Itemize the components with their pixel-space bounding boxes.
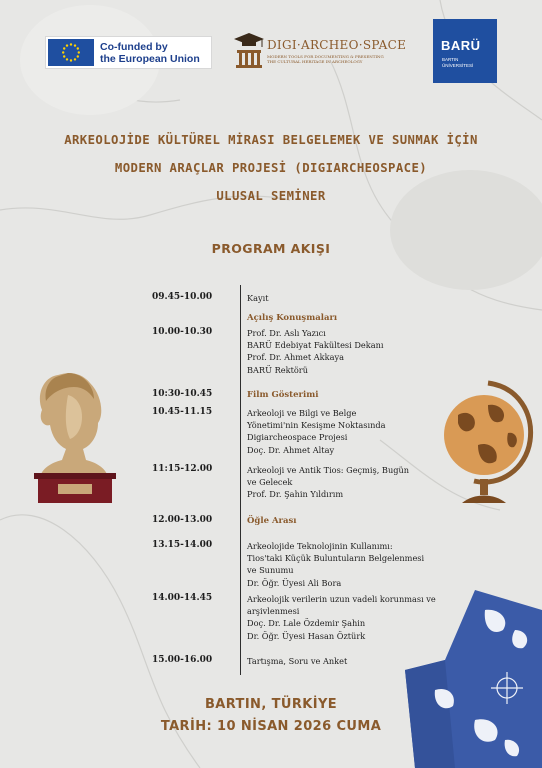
schedule-line: Doç. Dr. Ahmet Altay	[247, 444, 335, 455]
schedule-line: Digiarcheospace Projesi	[247, 432, 348, 443]
schedule-line: ve Sunumu	[247, 565, 294, 576]
university-name: BARÜ	[441, 38, 481, 53]
schedule-line: Arkeoloji ve Bilgi ve Belge	[247, 408, 357, 418]
schedule-line: ve Gelecek	[247, 477, 293, 488]
schedule-line: Yönetimi'nin Kesişme Noktasında	[247, 420, 386, 431]
schedule-line: BARÜ Edebiyat Fakültesi Dekanı	[247, 340, 384, 351]
title-line-3: ULUSAL SEMİNER	[216, 189, 326, 203]
seminar-title	[0, 126, 542, 210]
schedule-time: 13.15-14.00	[152, 540, 213, 550]
schedule-line: Prof. Dr. Ahmet Akkaya	[247, 352, 344, 363]
project-tagline: MODERN TOOLS FOR DOCUMENTING & PRESENTING THE CULTURAL HERITAGE IN ARCHEOLOGY	[267, 54, 384, 64]
schedule-line: Tartışma, Soru ve Anket	[247, 656, 348, 666]
schedule-description	[247, 407, 472, 456]
schedule-time: 12.00-13.00	[152, 515, 213, 525]
bust-statue-icon	[28, 365, 123, 510]
logo-bar	[0, 0, 542, 100]
schedule-session-heading: Öğle Arası	[247, 516, 297, 526]
schedule-line: Tios'taki Küçük Buluntuların Belgelenmesi	[247, 553, 425, 564]
schedule-line: Prof. Dr. Şahin Yıldırım	[247, 489, 344, 500]
schedule-line: arşivlenmesi	[247, 606, 300, 617]
event-date: TARİH: 10 NİSAN 2026 CUMA	[160, 719, 382, 734]
schedule-session-heading: Açılış Konuşmaları	[247, 313, 338, 323]
schedule-time: 10.00-10.30	[152, 327, 213, 337]
schedule-line: Dr. Öğr. Üyesi Ali Bora	[247, 577, 342, 588]
schedule-description	[247, 389, 472, 401]
schedule-line: Dr. Öğr. Üyesi Hasan Öztürk	[247, 630, 366, 641]
schedule-description	[247, 292, 472, 304]
baru-logo	[433, 19, 497, 83]
schedule-line: Prof. Dr. Aslı Yazıcı	[247, 328, 326, 338]
schedule-description	[247, 515, 472, 527]
title-line-1: ARKEOLOJİDE KÜLTÜREL MİRASI BELGELEMEK VE SUNMAK İÇİN	[64, 133, 478, 147]
schedule-description	[247, 540, 472, 589]
schedule-time: 15.00-16.00	[152, 655, 213, 665]
schedule-description	[247, 593, 472, 642]
schedule-line: Arkeoloji ve Antik Tios: Geçmiş, Bugün	[247, 465, 410, 475]
university-sub: BARTIN ÜNİVERSİTESİ	[442, 57, 474, 68]
project-name: DIGI·ARCHEO·SPACE	[267, 38, 407, 52]
schedule-line: Arkeolojide Teknolojinin Kullanımı:	[247, 541, 393, 551]
schedule-time: 09.45-10.00	[152, 292, 213, 302]
eu-flag-icon	[48, 39, 94, 66]
schedule-divider	[240, 285, 241, 675]
schedule-time: 10.45-11.15	[152, 407, 213, 417]
title-line-2: MODERN ARAÇLAR PROJESİ (DIGIARCHEOSPACE)	[114, 161, 428, 175]
schedule-time: 14.00-14.45	[152, 593, 213, 603]
schedule-line: Kayıt	[247, 293, 269, 303]
schedule-table	[140, 285, 470, 675]
schedule-description	[247, 327, 472, 376]
temple-graduation-cap-icon	[233, 30, 265, 74]
schedule-line: Doç. Dr. Lale Özdemir Şahin	[247, 618, 366, 629]
schedule-session-heading: Film Gösterimi	[247, 390, 319, 400]
eu-label: Co-funded by the European Union	[100, 40, 200, 65]
schedule-description	[247, 655, 472, 667]
schedule-description	[247, 312, 472, 324]
program-heading: PROGRAM AKIŞI	[211, 241, 331, 256]
schedule-line: Arkeolojik verilerin uzun vadeli korunması ve	[247, 594, 436, 604]
schedule-description	[247, 464, 472, 501]
schedule-time: 11:15-12.00	[152, 464, 213, 474]
schedule-line: BARÜ Rektörü	[247, 364, 308, 375]
digiarcheospace-logo	[233, 30, 407, 74]
event-location: BARTIN, TÜRKİYE	[204, 697, 338, 712]
eu-cofunded-logo	[45, 36, 212, 69]
schedule-time: 10:30-10.45	[152, 389, 213, 399]
